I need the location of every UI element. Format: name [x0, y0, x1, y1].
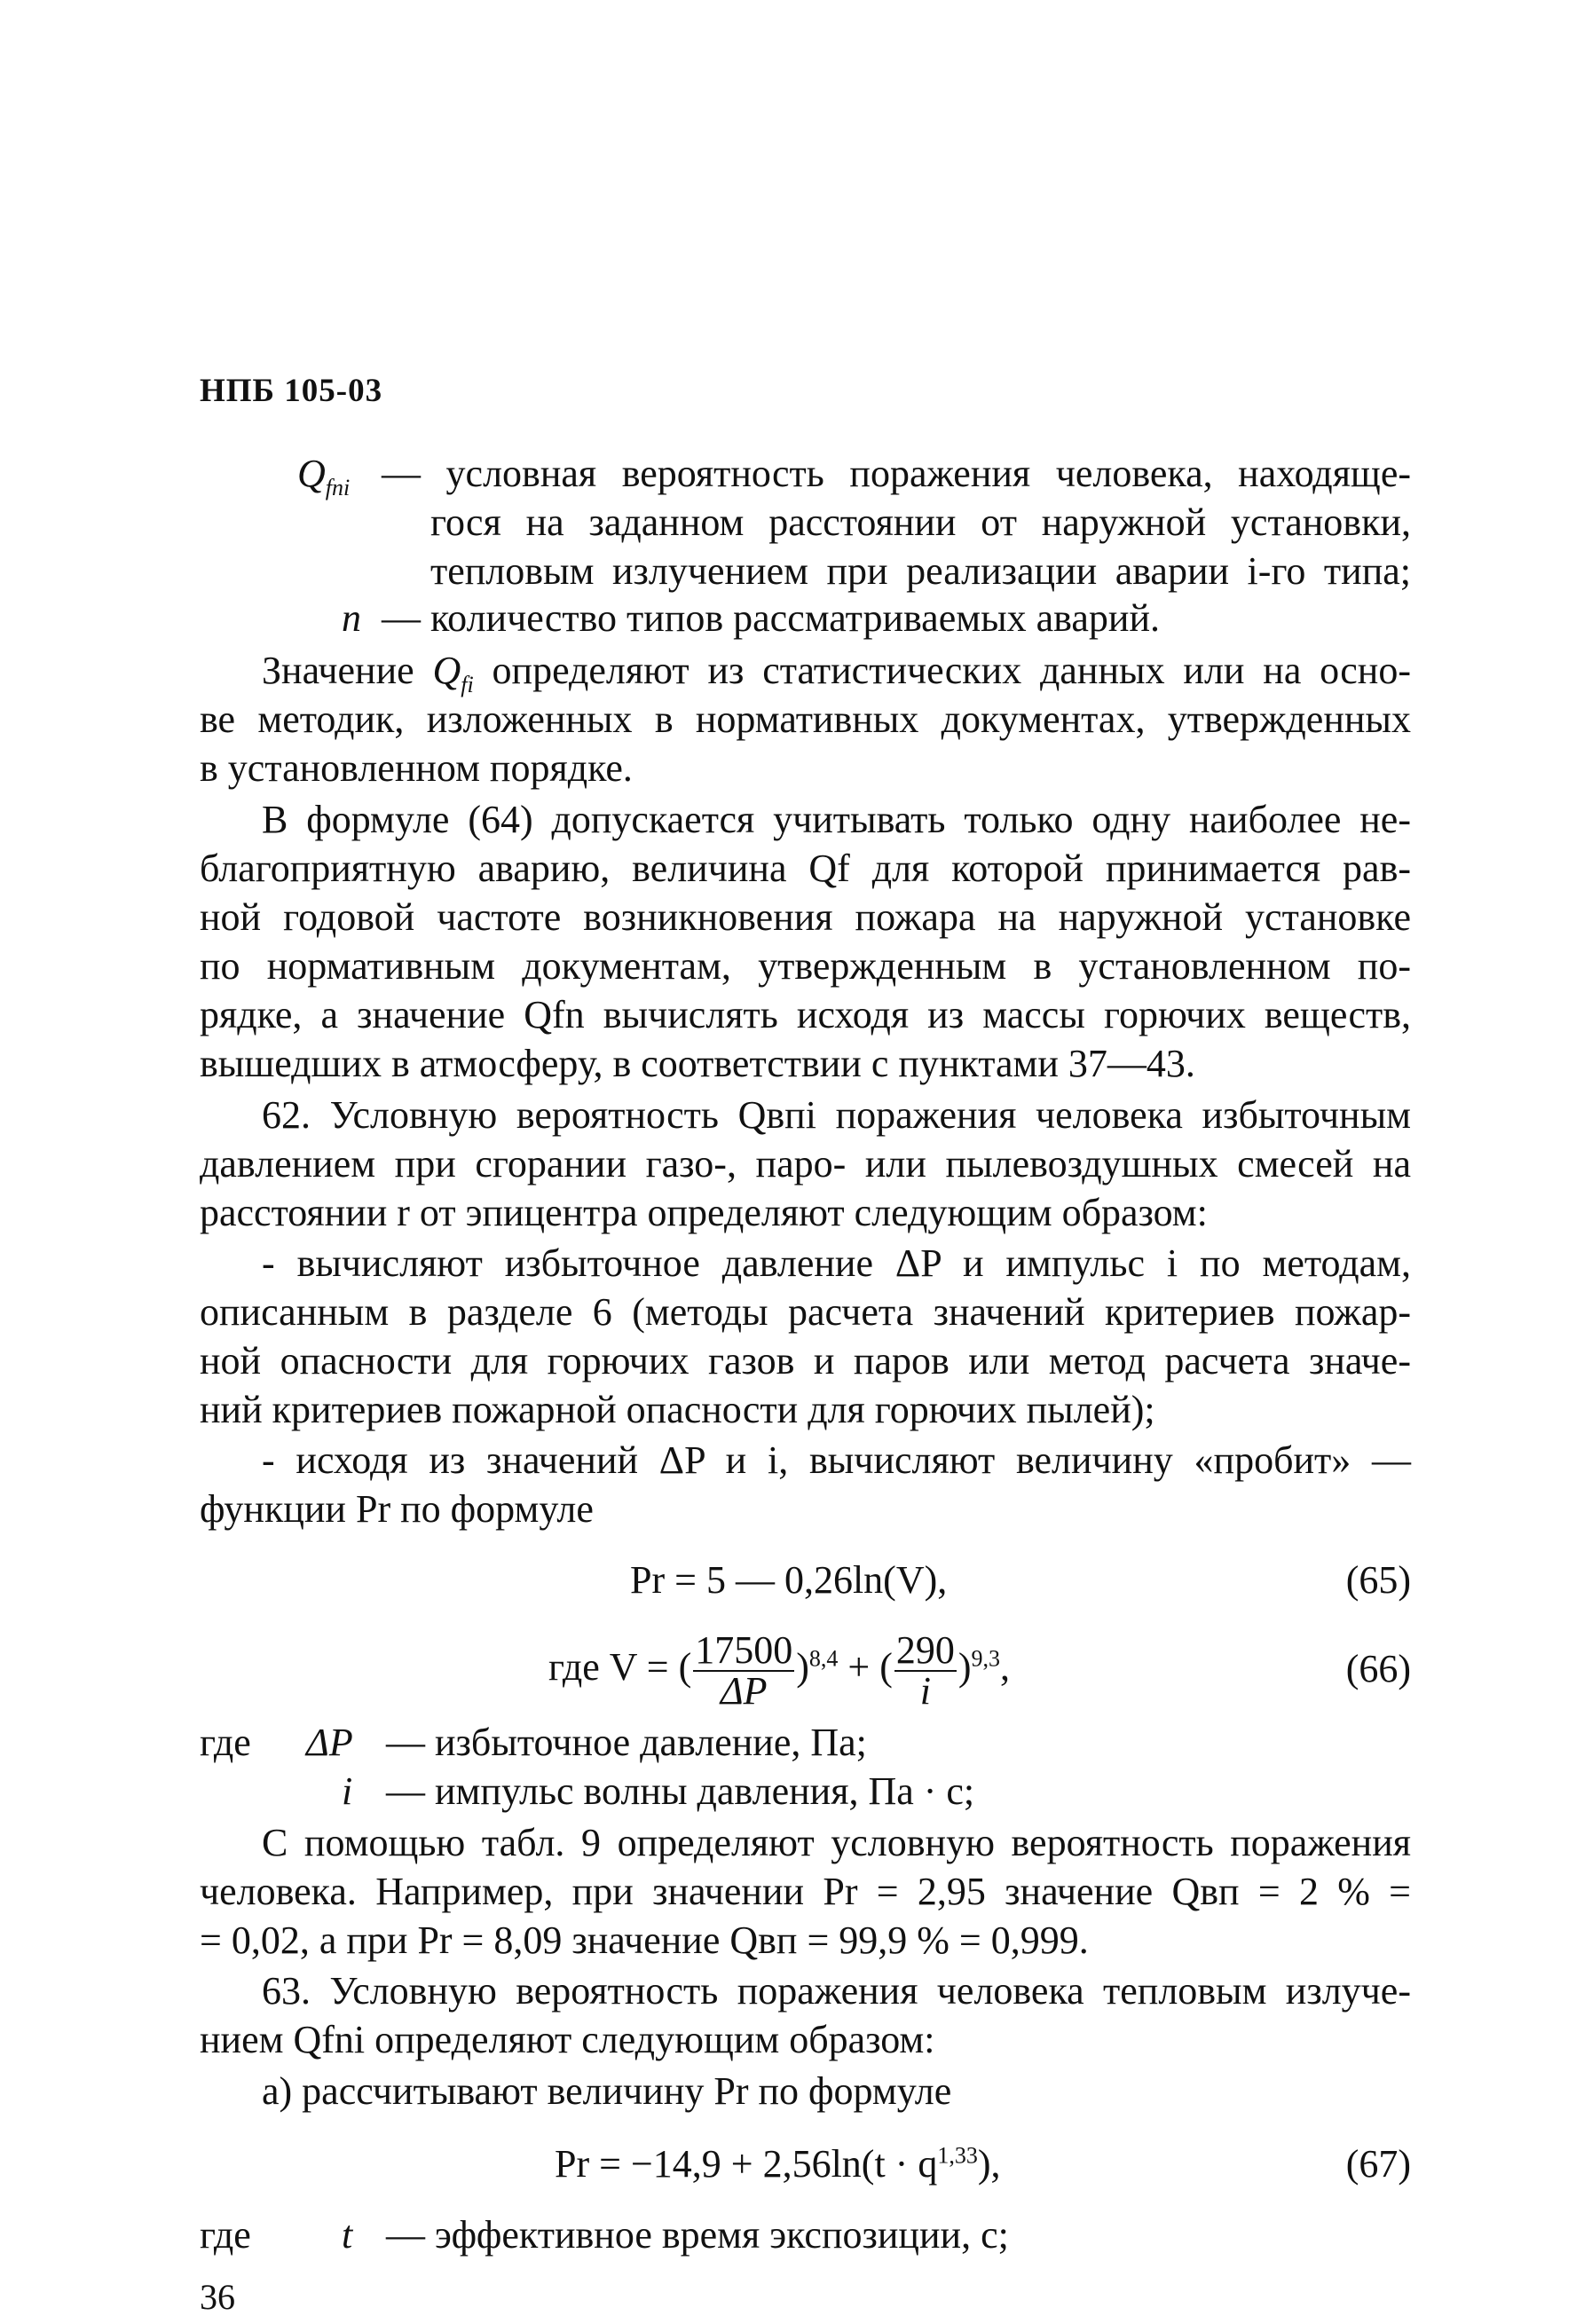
def-symbol-qfni: $Q_{fni}$ — [297, 452, 351, 500]
paragraph-line: благоприятную аварию, величина Qf для которой принимается рав- — [200, 847, 1411, 890]
paragraph-line: давлением при сгорании газо-, паро- или пылевоздушных смесей на — [200, 1142, 1411, 1186]
paragraph-line: 62. Условную вероятность Qвпi поражения человека избыточным — [262, 1093, 1411, 1137]
page-number: 36 — [200, 2277, 235, 2317]
paragraph-line: ной годовой частоте возникновения пожара на наружной установке — [200, 895, 1411, 939]
paragraph-line: нием Qfni определяют следующим образом: — [200, 2018, 935, 2061]
paragraph-line: - вычисляют избыточное давление ΔP и импульс i по методам, — [262, 1241, 1411, 1285]
paragraph-line: человека. Например, при значении Pr = 2,95 значение Qвп = 2 % = — [200, 1870, 1411, 1913]
def-lead: где — [200, 2213, 251, 2257]
def-symbol: ΔP — [306, 1721, 353, 1764]
equation-number: (65) — [1345, 1558, 1411, 1602]
paragraph-line: а) рассчитывают величину Pr по формуле — [262, 2069, 952, 2113]
equation-65: Pr = 5 — 0,26ln(V), — [630, 1558, 948, 1602]
paragraph-line: = 0,02, а при Pr = 8,09 значение Qвп = 99,9 % = 0,999. — [200, 1918, 1089, 1962]
equation-number: (66) — [1345, 1647, 1411, 1690]
def-line: — условная вероятность поражения человека, находяще- — [382, 452, 1411, 495]
paragraph-line: В формуле (64) допускается учитывать только одну наиболее не- — [262, 798, 1411, 841]
def-line: — эффективное время экспозиции, с; — [386, 2213, 1009, 2257]
def-line: гося на заданном расстоянии от наружной установки, — [430, 500, 1411, 544]
equation-number: (67) — [1345, 2142, 1411, 2186]
fraction: $\frac{290}{i}$ — [895, 1628, 955, 1713]
paragraph-line: - исходя из значений ΔP и i, вычисляют величину «пробит» — — [262, 1438, 1411, 1482]
paragraph-line: вышедших в атмосферу, в соответствии с пунктами 37—43. — [200, 1042, 1195, 1085]
def-line: — импульс волны давления, Па · с; — [386, 1769, 975, 1813]
paragraph-line: ний критериев пожарной опасности для горючих пылей); — [200, 1388, 1155, 1431]
def-symbol: t — [342, 2213, 353, 2257]
def-symbol: i — [342, 1769, 353, 1813]
fraction: $\frac{17500}{\Delta P}$ — [695, 1628, 793, 1713]
paragraph-line: ной опасности для горючих газов и паров или метод расчета значе- — [200, 1339, 1411, 1383]
paragraph-line: расстоянии r от эпицентра определяют следующим образом: — [200, 1191, 1208, 1234]
paragraph-line: 63. Условную вероятность поражения человека тепловым излуче- — [262, 1969, 1411, 2013]
paragraph-line: Значение $Q_{fi}$ определяют из статистических данных или на осно- — [262, 649, 1411, 697]
def-line: тепловым излучением при реализации аварии i-го типа; — [430, 549, 1411, 593]
document-header: НПБ 105-03 — [200, 373, 383, 409]
paragraph-line: описанным в разделе 6 (методы расчета значений критериев пожар- — [200, 1290, 1411, 1334]
def-symbol-n: n — [342, 596, 361, 640]
def-line: — количество типов рассматриваемых аварий. — [382, 596, 1160, 640]
paragraph-line: по нормативным документам, утвержденным в установленном по- — [200, 944, 1411, 988]
def-lead: где — [200, 1721, 251, 1764]
def-line: — избыточное давление, Па; — [386, 1721, 867, 1764]
paragraph-line: рядке, а значение Qfn вычислять исходя из массы горючих веществ, — [200, 993, 1411, 1036]
paragraph-line: С помощью табл. 9 определяют условную вероятность поражения — [262, 1821, 1411, 1864]
equation-66: где V = ( $\frac{17500}{\Delta P}$ )$^{8,4}$ + ( $\frac{290}{i}$ )$^{9,3}$, — [548, 1628, 1010, 1713]
paragraph-line: функции Pr по формуле — [200, 1487, 594, 1531]
equation-67: $Pr = -14,9 + 2,56\ln(t \cdot q^{1,33})$, — [555, 2142, 1001, 2186]
paragraph-line: в установленном порядке. — [200, 746, 633, 790]
paragraph-line: ве методик, изложенных в нормативных документах, утвержденных — [200, 697, 1411, 741]
